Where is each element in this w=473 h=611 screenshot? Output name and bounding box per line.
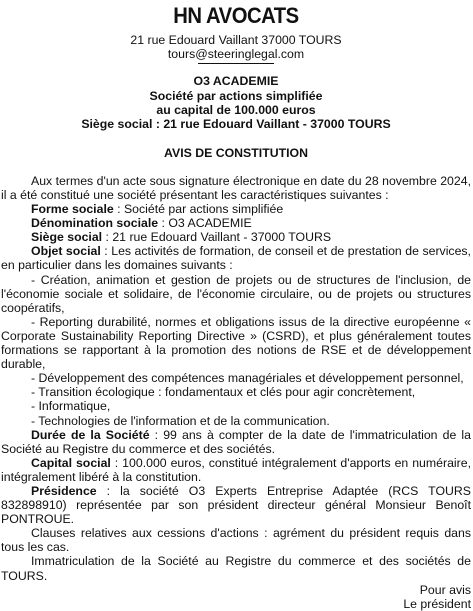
- forme-value: : Société par actions simplifiée: [113, 202, 284, 217]
- clauses-paragraph: Clauses relatives aux cessions d'actions : agrément du président requis dans tous les cas.: [1, 526, 471, 555]
- firm-email: tours@steeringlegal.com: [167, 47, 305, 62]
- list-item: - Technologies de l'information et de la communication.: [31, 413, 330, 428]
- closing-line-2: Le président: [403, 596, 471, 611]
- company-form: Société par actions simplifiée: [149, 88, 323, 103]
- siege-label: Siège social: [31, 230, 103, 245]
- forme-label: Forme sociale: [31, 202, 114, 217]
- intro-paragraph: Aux termes d'un acte sous signature électronique en date du 28 novembre 2024, il a été constitué une société présentant les caractéristiques suivantes :: [1, 173, 471, 202]
- company-block: [1, 74, 471, 132]
- duree-value: : 99 ans à compter de la date de l'immatriculation de la Société au Registre du commerce et des sociétés.: [1, 427, 472, 456]
- list-item: - Développement des compétences managériales et développement personnel,: [31, 371, 464, 386]
- firm-address: 21 rue Edouard Vaillant 37000 TOURS: [130, 33, 342, 47]
- list-item: - Création, animation et gestion de projets ou de structures de l'inclusion, de l'économie sociale et solidaire, de l'économie circulaire, ou de projets ou structures coopératifs,: [1, 272, 471, 315]
- capital-label: Capital social: [31, 455, 111, 470]
- denomination-value: : O3 ACADEMIE: [158, 216, 252, 231]
- divider: [198, 63, 274, 64]
- capital-line: [1, 456, 471, 484]
- objet-label: Objet social: [31, 244, 101, 259]
- list-item: - Reporting durabilité, normes et obligations issus de la directive européenne « Corporate Sustainability Reporting Directive » (CSRD), et plus généralement toutes formations se rapportant à la promotion des notions de RSE et de développement durable,: [1, 314, 471, 372]
- firm-name: HN AVOCATS: [173, 3, 299, 28]
- company-name: O3 ACADEMIE: [193, 74, 279, 89]
- siege-value: : 21 rue Edouard Vaillant - 37000 TOURS: [102, 230, 332, 245]
- presidence-line: [1, 484, 471, 526]
- company-capital: au capital de 100.000 euros: [156, 103, 316, 117]
- objet-line: [1, 244, 471, 272]
- forme-line: [1, 202, 471, 216]
- denomination-line: [1, 216, 471, 230]
- closing-line-1: Pour avis: [419, 582, 471, 597]
- presidence-value: : la société O3 Experts Entreprise Adaptée (RCS TOURS 832898910) représentée par son président directeur général Monsieur Benoît PONTROUE.: [1, 483, 471, 527]
- presidence-label: Présidence: [31, 483, 97, 498]
- notice-title: AVIS DE CONSTITUTION: [164, 145, 308, 160]
- capital-value: : 100.000 euros, constitué intégralement d'apports en numéraire, intégralement libéré à la constitution.: [1, 455, 471, 484]
- list-item: - Informatique,: [31, 399, 111, 414]
- list-item: - Transition écologique : fondamentaux et clés pour agir concrètement,: [31, 385, 416, 400]
- immatriculation-paragraph: Immatriculation de la Société au Registre du commerce et des sociétés de TOURS.: [1, 554, 471, 583]
- duree-line: [1, 428, 471, 456]
- denomination-label: Dénomination sociale: [31, 216, 159, 231]
- duree-label: Durée de la Société: [31, 427, 150, 442]
- notice-body: [1, 174, 471, 611]
- siege-line: [1, 230, 471, 244]
- objet-value: : Les activités de formation, de conseil et de prestation de services, en particulier dans les domaines suivants :: [1, 244, 471, 273]
- company-seat: Siège social : 21 rue Edouard Vaillant - 37000 TOURS: [81, 117, 391, 132]
